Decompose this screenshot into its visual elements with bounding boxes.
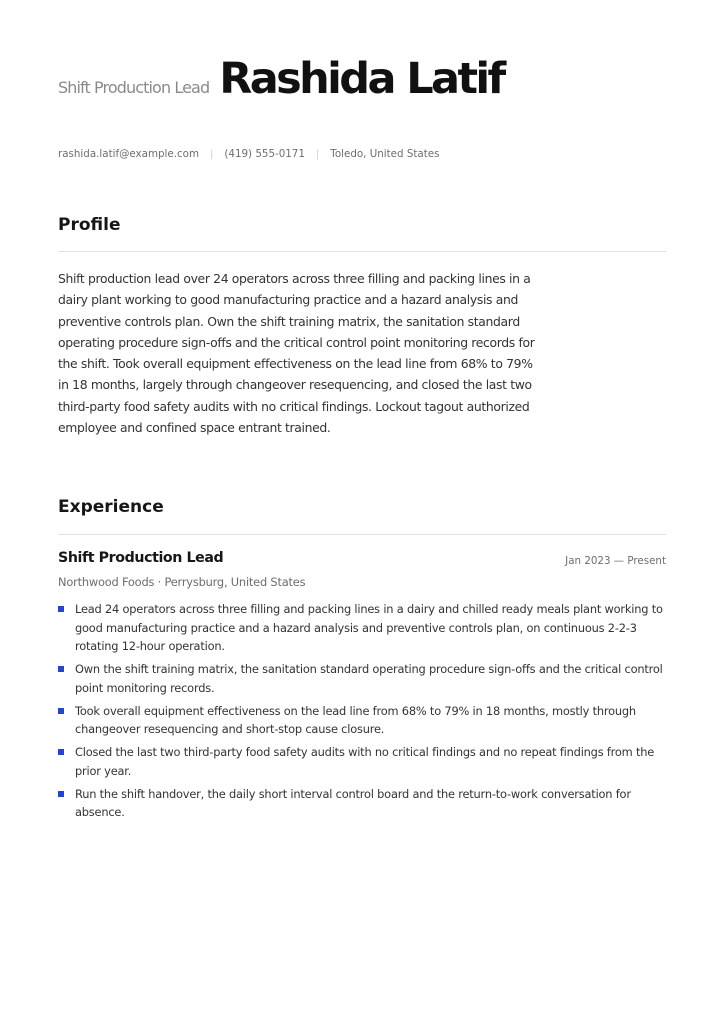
job-bullet-text: Lead 24 operators across three filling and packing lines in a dairy and chilled ready meals plant working to good manufacturing practice and a hazard analysis and preventive controls plan, on continuous 2-2-3 rotating 12-hour operation. bbox=[75, 602, 663, 653]
job-bullet bbox=[58, 660, 666, 697]
experience-divider bbox=[58, 534, 666, 535]
profile-section-title: Profile bbox=[58, 215, 121, 235]
profile-summary: Shift production lead over 24 operators across three filling and packing lines in a dairy plant working to good manufacturing practice and a hazard analysis and preventive controls plan. Own the shift training matrix, the sanitation standard operating procedure sign-offs and the critical control point monitoring records for the shift. Took overall equipment effectiveness on the lead line from 68% to 79% in 18 months, largely through changeover resequencing, and closed the last two third-party food safety audits with no critical findings. Lockout tagout authorized employee and confined space entrant trained. bbox=[58, 271, 535, 436]
profile-divider bbox=[58, 251, 666, 252]
job-bullet-list bbox=[58, 600, 666, 826]
job-bullet bbox=[58, 785, 666, 822]
contact-phone: (419) 555-0171 bbox=[224, 148, 305, 160]
job-company: Northwood Foods · Perrysburg, United States bbox=[58, 575, 306, 589]
experience-section-title: Experience bbox=[58, 497, 164, 517]
contact-separator: | bbox=[210, 148, 214, 160]
square-bullet-icon bbox=[58, 666, 64, 672]
job-bullet-text: Took overall equipment effectiveness on the lead line from 68% to 79% in 18 months, mostly through changeover resequencing and short-stop cause closure. bbox=[75, 703, 636, 736]
square-bullet-icon bbox=[58, 791, 64, 797]
contact-location: Toledo, United States bbox=[330, 148, 440, 160]
job-bullet-text: Run the shift handover, the daily short interval control board and the return-to-work conversation for absence. bbox=[75, 786, 631, 819]
job-bullet-text: Own the shift training matrix, the sanitation standard operating procedure sign-offs and the critical control point monitoring records. bbox=[75, 662, 663, 695]
job-title: Shift Production Lead bbox=[58, 550, 224, 566]
contact-email: rashida.latif@example.com bbox=[58, 148, 199, 160]
square-bullet-icon bbox=[58, 606, 64, 612]
job-bullet bbox=[58, 600, 666, 656]
contact-line bbox=[58, 148, 439, 160]
square-bullet-icon bbox=[58, 708, 64, 714]
resume-header bbox=[58, 54, 504, 104]
job-bullet bbox=[58, 702, 666, 739]
square-bullet-icon bbox=[58, 749, 64, 755]
job-role-heading: Shift Production Lead bbox=[58, 78, 210, 97]
contact-separator: | bbox=[315, 148, 320, 160]
job-dates: Jan 2023 — Present bbox=[565, 555, 666, 567]
candidate-name: Rashida Latif bbox=[219, 54, 504, 104]
job-bullet-text: Closed the last two third-party food safety audits with no critical findings and no repeat findings from the prior year. bbox=[75, 745, 655, 778]
job-bullet bbox=[58, 743, 666, 780]
